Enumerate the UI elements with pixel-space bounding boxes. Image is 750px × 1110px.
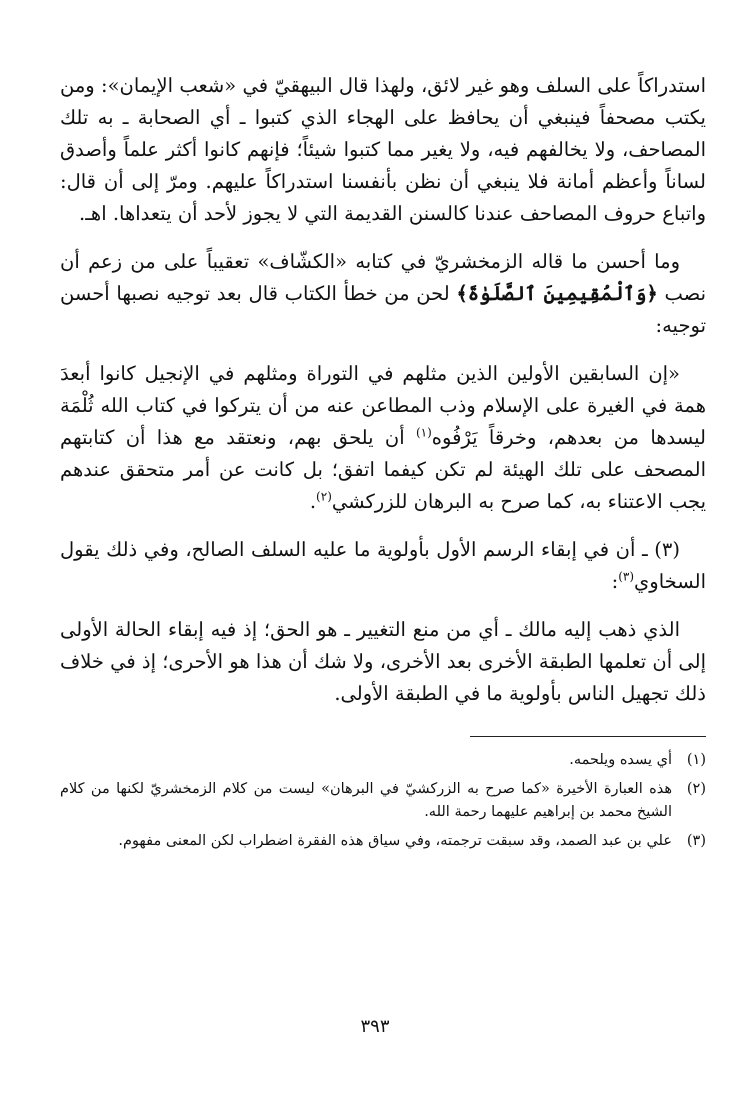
footnote-1-text: أي يسده ويلحمه. [569, 752, 672, 768]
footnote-1-number: (١) [686, 752, 706, 768]
quote-text-start: «إن السابقين الأولين الذين مثلهم في التوراة ومثلهم في الإنجيل كانوا أبعدَ همة في الغيرة على الإسلام وذب المطاعن عنه من أن يتركوا في كتاب الله ثُلْمَة ليسدها من بعدهم، وخرقاً يَرْفُوه [60, 362, 706, 449]
paragraph-4 [60, 534, 706, 598]
quote-text-middle: أن يلحق بهم، ونعتقد مع هذا أن كتابتهم المصحف على تلك الهيئة لم تكن كيفما اتفق؛ بل كانت عن أمر متحقق عندهم يجب الاعتناء به، كما صرح به البرهان للزركشي [60, 426, 706, 513]
footnote-3-text: علي بن عبد الصمد، وقد سبقت ترجمته، وفي سياق هذه الفقرة اضطراب لكن المعنى مفهوم. [118, 833, 672, 849]
paragraph-2-text-end: لحن من خطأ الكتاب قال بعد توجيه نصبها أحسن توجيه: [60, 282, 706, 337]
page-body [60, 70, 706, 859]
footnote-2-number: (٢) [686, 781, 706, 797]
footnote-ref-1: (١) [415, 425, 432, 440]
quote-text-end: . [309, 490, 317, 513]
quran-verse: ﴿وَٱلْمُقِيمِينَ ٱلصَّلَوٰةَ﴾ [456, 282, 658, 305]
paragraph-2-text-start: وما أحسن ما قاله الزمخشريّ في كتابه «الكشّاف» تعقيباً على من زعم أن نصب [60, 250, 707, 305]
footnote-2-text: هذه العبارة الأخيرة «كما صرح به الزركشيّ في البرهان» ليست من كلام الزمخشريّ لكنها من كلام الشيخ محمد بن إبراهيم عليهما رحمة الله. [60, 781, 672, 820]
paragraph-4-end: : [611, 570, 619, 593]
footnote-ref-2: (٢) [316, 489, 332, 504]
footnote-2 [60, 778, 706, 824]
paragraph-4-text: (٣) ـ أن في إبقاء الرسم الأول بأولوية ما عليه السلف الصالح، وفي ذلك يقول السخاوي [60, 538, 706, 593]
footnote-3 [60, 830, 706, 853]
footnote-divider [470, 736, 706, 737]
footnote-3-number: (٣) [686, 833, 706, 849]
paragraph-3-quote [60, 358, 706, 518]
footnote-1 [60, 749, 706, 772]
paragraph-1: استدراكاً على السلف وهو غير لائق، ولهذا قال البيهقيّ في «شعب الإيمان»: ومن يكتب مصحفاً فينبغي أن يحافظ على الهجاء الذي كتبوا ـ أي الصحابة ـ به تلك المصاحف، ولا يخالفهم فيه، ولا يغير مما كتبوا شيئاً؛ فإنهم كانوا أكثر علماً وأصدق لساناً وأعظم أمانة فلا ينبغي أن نظن بأنفسنا استدراكاً عليهم. ومرّ إلى أن قال: واتباع حروف المصاحف عندنا كالسنن القديمة التي لا يجوز لأحد أن يتعداها. اهـ. [60, 74, 706, 225]
page-number: ٣٩٣ [360, 1016, 390, 1037]
paragraph-2 [60, 246, 706, 342]
paragraph-5: الذي ذهب إليه مالك ـ أي من منع التغيير ـ هو الحق؛ إذ فيه إبقاء الحالة الأولى إلى أن تعلمها الطبقة الأخرى بعد الأخرى، ولا شك أن هذا هو الأحرى؛ إذ في خلاف ذلك تجهيل الناس بأولوية ما في الطبقة الأولى. [60, 618, 706, 705]
footnote-ref-3: (٣) [618, 569, 635, 584]
